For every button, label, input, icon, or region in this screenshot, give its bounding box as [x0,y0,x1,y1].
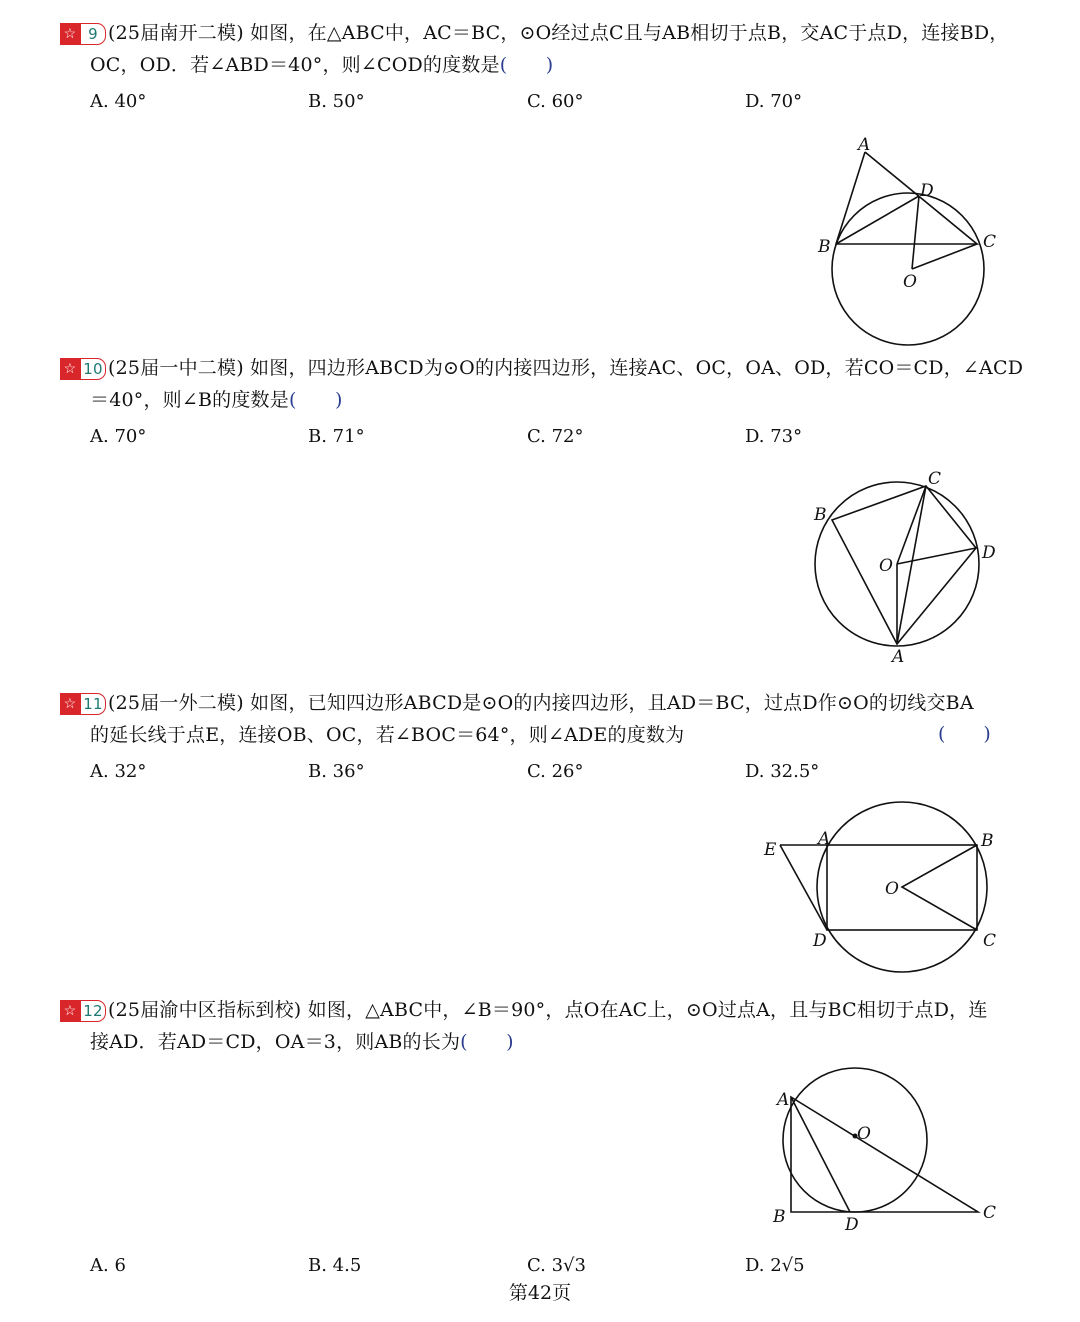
option-a: A. 70° [90,426,147,447]
label-c: C [928,469,942,489]
option-d: D. 73° [745,426,803,447]
page-number: 第42页 [508,1282,572,1304]
answer-paren: ( ) [288,389,343,411]
label-d: D [982,543,996,563]
label-c: C [983,931,997,951]
option-d: D. 70° [745,91,803,112]
label-c: C [983,232,997,252]
problem-text: (25届一外二模) 如图，已知四边形ABCD是⊙O的内接四边形，且AD＝BC，过点D作⊙O的切线交BA [108,692,974,714]
option-b: B. 36° [308,761,365,782]
triangle-abc [791,1097,978,1212]
label-a: A [777,1090,790,1110]
label-d: D [813,931,827,951]
label-d: D [845,1215,859,1235]
problem-text: (25届一中二模) 如图，四边形ABCD为⊙O的内接四边形，连接AC、OC，OA、OD，若CO＝CD，∠ACD [108,357,1024,379]
answer-paren: ( ) [460,1031,514,1053]
star-icon: ☆ [60,358,80,380]
option-a: A. 32° [90,761,147,782]
option-b: B. 71° [308,426,365,447]
label-o: O [903,272,917,292]
answer-paren: ( ) [499,54,554,76]
option-b: B. 4.5 [308,1255,362,1276]
problem-text: (25届渝中区指标到校) 如图，△ABC中，∠B＝90°，点O在AC上，⊙O过点A，且与BC相切于点D，连 [108,999,988,1021]
label-b: B [773,1207,786,1227]
option-b: B. 50° [308,91,365,112]
circle-o [783,1068,927,1212]
label-o: O [857,1124,871,1144]
label-b: B [814,505,827,525]
label-d: D [920,181,934,201]
problem-text: 接AD．若AD＝CD，OA＝3，则AB的长为 [90,1031,461,1053]
label-a: A [892,647,905,667]
problem-text: ＝40°，则∠B的度数是 [90,389,289,411]
label-a: A [818,829,831,849]
answer-paren: ( ) [938,723,991,745]
problem-number: 11 [80,693,106,715]
problem-text: 的延长线于点E，连接OB、OC，若∠BOC＝64°，则∠ADE的度数为 [90,724,685,746]
problem-text: OC，OD．若∠ABD＝40°，则∠COD的度数是 [90,54,500,76]
problem-number: 9 [80,23,106,45]
option-c: C. 3√3 [527,1255,586,1276]
label-c: C [983,1203,997,1223]
problem-number: 12 [80,1000,106,1022]
label-o: O [879,556,893,576]
problem-number: 10 [80,358,106,380]
star-icon: ☆ [60,1000,80,1022]
option-d: D. 2√5 [745,1255,805,1276]
option-c: C. 60° [527,91,584,112]
label-b: B [818,237,831,257]
option-d: D. 32.5° [745,761,820,782]
option-c: C. 72° [527,426,584,447]
option-a: A. 6 [90,1255,126,1276]
problem-text: (25届南开二模) 如图，在△ABC中，AC＝BC，⊙O经过点C且与AB相切于点B，交AC于点D，连接BD， [108,22,1009,44]
star-icon: ☆ [60,693,80,715]
star-icon: ☆ [60,23,80,45]
option-c: C. 26° [527,761,584,782]
option-a: A. 40° [90,91,147,112]
label-b: B [981,831,994,851]
label-a: A [858,135,871,155]
label-e: E [764,840,777,860]
label-o: O [885,879,899,899]
